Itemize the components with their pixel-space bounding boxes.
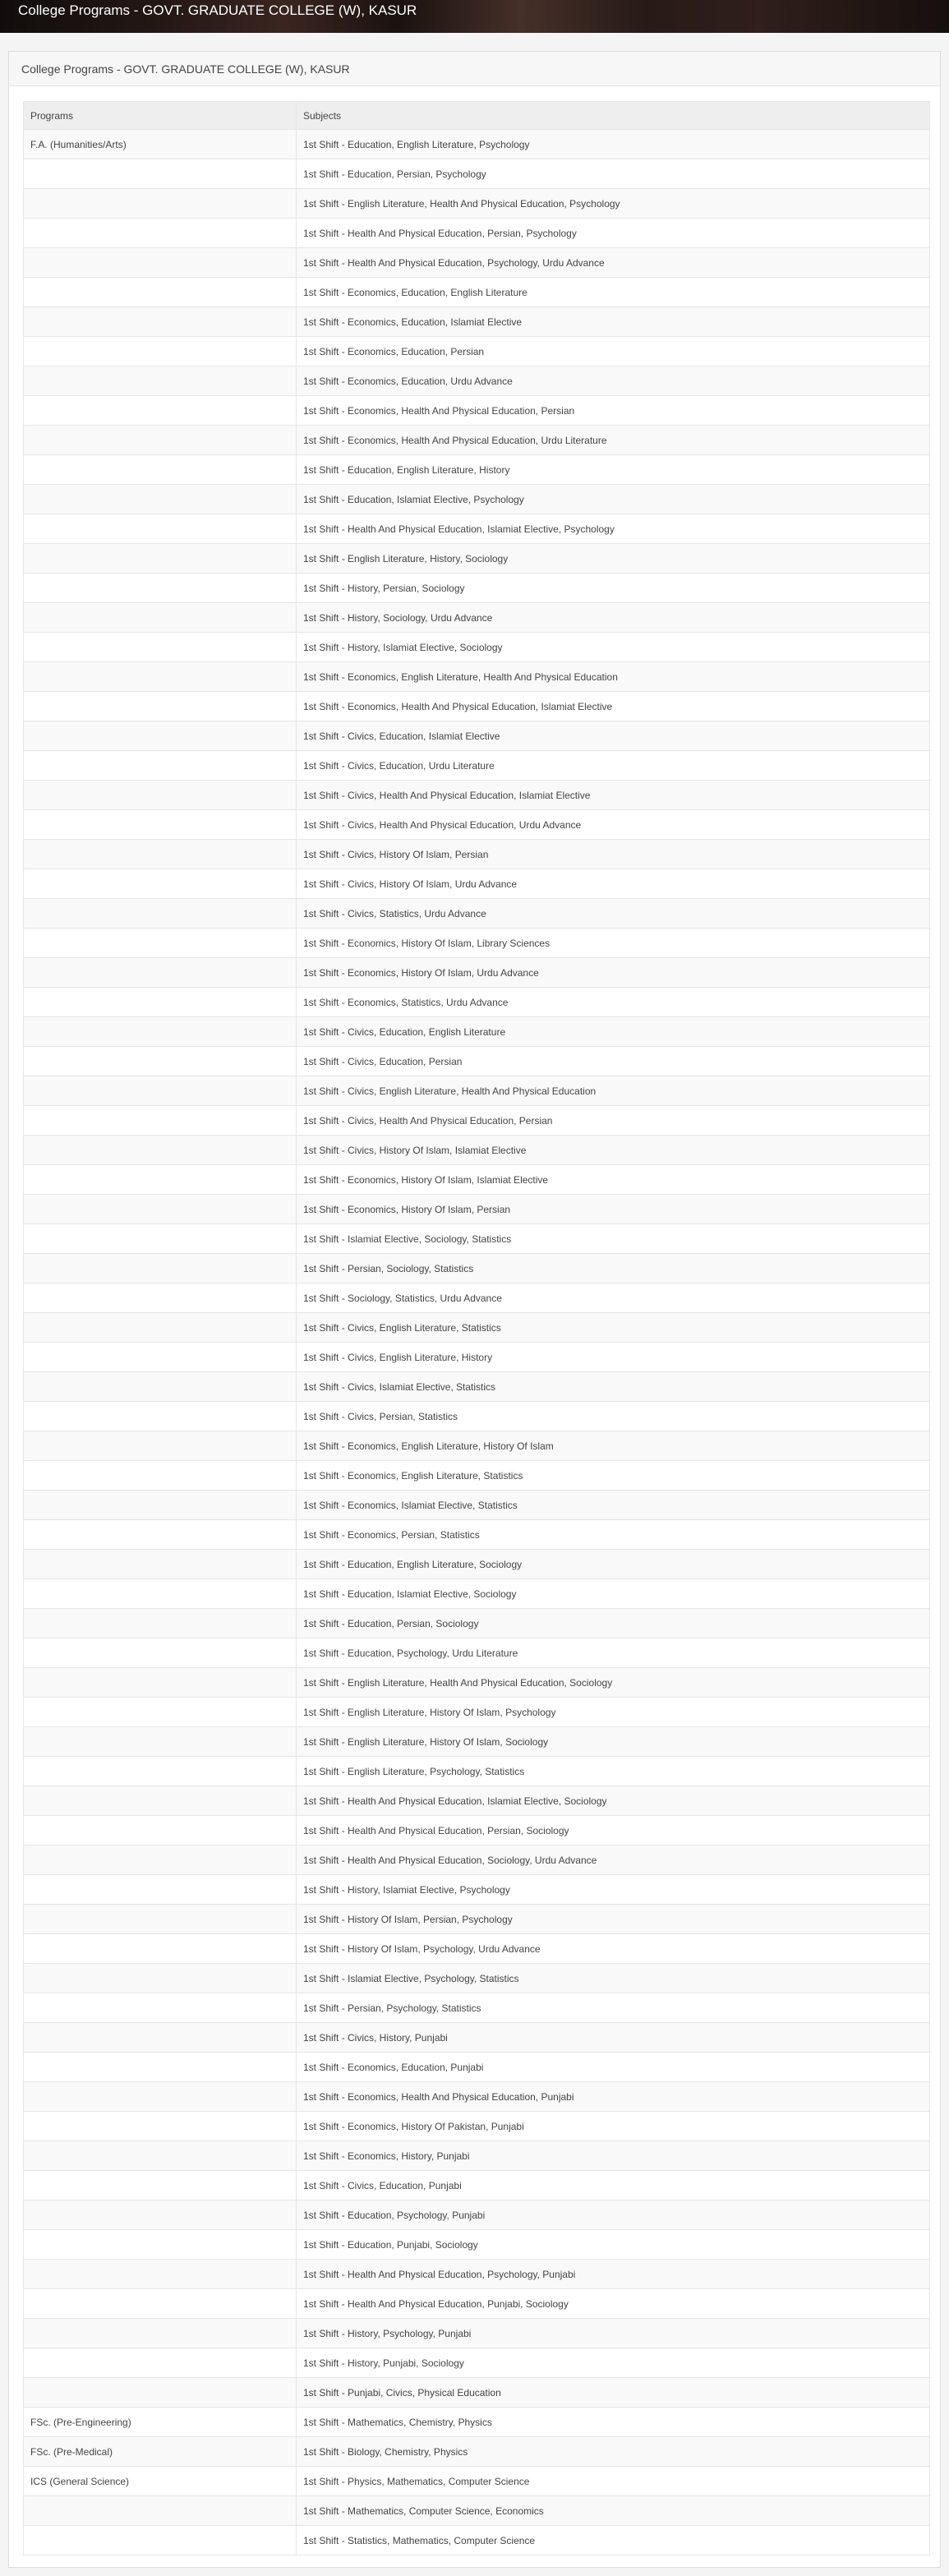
table-row [24, 514, 930, 544]
subjects-cell: 1st Shift - History, Islamiat Elective, Psychology [297, 1875, 930, 1905]
program-cell [24, 1254, 297, 1283]
table-row [24, 929, 930, 958]
program-cell [24, 426, 297, 455]
subjects-cell: 1st Shift - History, Sociology, Urdu Advance [297, 603, 930, 633]
table-row [24, 1047, 930, 1076]
table-row [24, 810, 930, 840]
table-row [24, 337, 930, 366]
subjects-cell: 1st Shift - Economics, English Literature, History Of Islam [297, 1431, 930, 1461]
subjects-cell: 1st Shift - Education, Punjabi, Sociology [297, 2230, 930, 2260]
subjects-cell: 1st Shift - Economics, Health And Physical Education, Persian [297, 396, 930, 426]
table-row [24, 1076, 930, 1106]
table-row [24, 2319, 930, 2348]
subjects-cell: 1st Shift - Islamiat Elective, Psychology, Statistics [297, 1964, 930, 1993]
table-row [24, 1254, 930, 1283]
table-row [24, 1106, 930, 1136]
subjects-cell: 1st Shift - Civics, Statistics, Urdu Advance [297, 899, 930, 929]
table-row [24, 307, 930, 337]
table-row [24, 1579, 930, 1609]
program-cell [24, 1431, 297, 1461]
program-cell [24, 189, 297, 219]
program-cell [24, 1461, 297, 1491]
program-cell [24, 899, 297, 929]
program-cell [24, 2289, 297, 2319]
program-cell [24, 2526, 297, 2555]
program-cell [24, 662, 297, 692]
table-row [24, 2526, 930, 2555]
table-row [24, 1224, 930, 1254]
column-header-programs: Programs [24, 102, 297, 130]
subjects-cell: 1st Shift - Economics, Islamiat Elective, Statistics [297, 1491, 930, 1520]
subjects-cell: 1st Shift - Persian, Sociology, Statistics [297, 1254, 930, 1283]
programs-panel [8, 51, 941, 2568]
column-header-subjects: Subjects [297, 102, 930, 130]
table-row [24, 2408, 930, 2437]
program-cell [24, 219, 297, 248]
subjects-cell: 1st Shift - Economics, Education, Islamiat Elective [297, 307, 930, 337]
table-row [24, 2260, 930, 2289]
program-cell [24, 2053, 297, 2082]
subjects-cell: 1st Shift - Sociology, Statistics, Urdu Advance [297, 1283, 930, 1313]
table-row [24, 1727, 930, 1757]
subjects-cell: 1st Shift - Mathematics, Computer Science, Economics [297, 2496, 930, 2526]
table-row [24, 396, 930, 426]
subjects-cell: 1st Shift - Health And Physical Education, Islamiat Elective, Psychology [297, 514, 930, 544]
subjects-cell: 1st Shift - Health And Physical Education, Persian, Sociology [297, 1816, 930, 1846]
table-row [24, 1550, 930, 1579]
table-row [24, 633, 930, 662]
subjects-cell: 1st Shift - Civics, Health And Physical Education, Urdu Advance [297, 810, 930, 840]
program-cell [24, 1106, 297, 1136]
subjects-cell: 1st Shift - Mathematics, Chemistry, Physics [297, 2408, 930, 2437]
subjects-cell: 1st Shift - Education, Persian, Psychology [297, 159, 930, 189]
subjects-cell: 1st Shift - History Of Islam, Psychology, Urdu Advance [297, 1934, 930, 1964]
subjects-cell: 1st Shift - Biology, Chemistry, Physics [297, 2437, 930, 2467]
program-cell [24, 1491, 297, 1520]
program-cell: FSc. (Pre-Engineering) [24, 2408, 297, 2437]
subjects-cell: 1st Shift - English Literature, Psychology, Statistics [297, 1757, 930, 1786]
table-row [24, 1609, 930, 1638]
table-row [24, 1993, 930, 2023]
program-cell [24, 1757, 297, 1786]
program-cell [24, 929, 297, 958]
subjects-cell: 1st Shift - History, Islamiat Elective, Sociology [297, 633, 930, 662]
table-row [24, 1846, 930, 1875]
subjects-cell: 1st Shift - Civics, Islamiat Elective, Statistics [297, 1372, 930, 1402]
program-cell [24, 307, 297, 337]
table-row [24, 2023, 930, 2053]
table-row [24, 1402, 930, 1431]
table-row [24, 219, 930, 248]
table-row [24, 1905, 930, 1934]
program-cell [24, 1579, 297, 1609]
table-row [24, 840, 930, 869]
program-cell [24, 278, 297, 307]
page-title: College Programs - GOVT. GRADUATE COLLEGE (W), KASUR [18, 2, 417, 18]
program-cell [24, 1668, 297, 1698]
subjects-cell: 1st Shift - Economics, Health And Physical Education, Punjabi [297, 2082, 930, 2112]
program-cell [24, 1047, 297, 1076]
table-row [24, 2496, 930, 2526]
program-cell [24, 485, 297, 514]
program-cell [24, 721, 297, 751]
program-cell [24, 2023, 297, 2053]
program-cell [24, 810, 297, 840]
subjects-cell: 1st Shift - Civics, Education, Persian [297, 1047, 930, 1076]
program-cell [24, 1609, 297, 1638]
program-cell [24, 2082, 297, 2112]
program-cell [24, 1520, 297, 1550]
subjects-cell: 1st Shift - Health And Physical Education, Sociology, Urdu Advance [297, 1846, 930, 1875]
subjects-cell: 1st Shift - History Of Islam, Persian, Psychology [297, 1905, 930, 1934]
subjects-cell: 1st Shift - Economics, English Literature, Health And Physical Education [297, 662, 930, 692]
subjects-cell: 1st Shift - History, Persian, Sociology [297, 574, 930, 603]
subjects-cell: 1st Shift - Civics, History, Punjabi [297, 2023, 930, 2053]
subjects-cell: 1st Shift - Persian, Psychology, Statistics [297, 1993, 930, 2023]
table-row [24, 1520, 930, 1550]
program-cell [24, 1283, 297, 1313]
subjects-cell: 1st Shift - Health And Physical Education, Punjabi, Sociology [297, 2289, 930, 2319]
subjects-cell: 1st Shift - Economics, English Literature, Statistics [297, 1461, 930, 1491]
subjects-cell: 1st Shift - Economics, History Of Pakistan, Punjabi [297, 2112, 930, 2141]
program-cell [24, 2319, 297, 2348]
program-cell [24, 1638, 297, 1668]
program-cell [24, 1343, 297, 1372]
panel-body [9, 86, 940, 2555]
program-cell [24, 1964, 297, 1993]
program-cell [24, 2200, 297, 2230]
table-row [24, 1875, 930, 1905]
table-row [24, 544, 930, 574]
table-row [24, 899, 930, 929]
table-row [24, 781, 930, 810]
program-cell [24, 2348, 297, 2378]
subjects-cell: 1st Shift - Health And Physical Education, Persian, Psychology [297, 219, 930, 248]
table-row [24, 2437, 930, 2467]
subjects-cell: 1st Shift - History, Psychology, Punjabi [297, 2319, 930, 2348]
subjects-cell: 1st Shift - Punjabi, Civics, Physical Education [297, 2378, 930, 2408]
table-row [24, 603, 930, 633]
program-cell [24, 869, 297, 899]
table-row [24, 869, 930, 899]
program-cell [24, 1076, 297, 1106]
program-cell [24, 1934, 297, 1964]
subjects-cell: 1st Shift - Economics, History, Punjabi [297, 2141, 930, 2171]
header-banner [0, 0, 949, 33]
program-cell [24, 1017, 297, 1047]
table-row [24, 1195, 930, 1224]
subjects-cell: 1st Shift - Education, Persian, Sociology [297, 1609, 930, 1638]
subjects-cell: 1st Shift - Economics, History Of Islam, Islamiat Elective [297, 1165, 930, 1195]
subjects-cell: 1st Shift - Education, English Literature, Psychology [297, 130, 930, 159]
table-row [24, 721, 930, 751]
subjects-cell: 1st Shift - English Literature, Health And Physical Education, Sociology [297, 1668, 930, 1698]
program-cell [24, 455, 297, 485]
subjects-cell: 1st Shift - Civics, Education, Urdu Literature [297, 751, 930, 781]
table-row [24, 958, 930, 988]
program-cell: FSc. (Pre-Medical) [24, 2437, 297, 2467]
subjects-cell: 1st Shift - Economics, Persian, Statistics [297, 1520, 930, 1550]
program-cell [24, 2496, 297, 2526]
subjects-cell: 1st Shift - English Literature, History, Sociology [297, 544, 930, 574]
program-cell [24, 692, 297, 721]
program-cell [24, 1550, 297, 1579]
table-row [24, 159, 930, 189]
table-row [24, 1372, 930, 1402]
subjects-cell: 1st Shift - Civics, English Literature, Health And Physical Education [297, 1076, 930, 1106]
table-row [24, 1313, 930, 1343]
program-cell [24, 2112, 297, 2141]
subjects-cell: 1st Shift - Education, Psychology, Urdu Literature [297, 1638, 930, 1668]
subjects-cell: 1st Shift - Education, Islamiat Elective, Sociology [297, 1579, 930, 1609]
table-row [24, 1964, 930, 1993]
program-cell [24, 751, 297, 781]
program-cell [24, 1846, 297, 1875]
table-row [24, 1461, 930, 1491]
program-cell [24, 781, 297, 810]
program-cell [24, 574, 297, 603]
subjects-cell: 1st Shift - History, Punjabi, Sociology [297, 2348, 930, 2378]
table-row [24, 1786, 930, 1816]
subjects-cell: 1st Shift - English Literature, History Of Islam, Psychology [297, 1698, 930, 1727]
subjects-cell: 1st Shift - Statistics, Mathematics, Computer Science [297, 2526, 930, 2555]
subjects-cell: 1st Shift - Economics, Education, English Literature [297, 278, 930, 307]
table-row [24, 1491, 930, 1520]
subjects-cell: 1st Shift - Economics, Health And Physical Education, Islamiat Elective [297, 692, 930, 721]
programs-table [23, 101, 930, 2555]
subjects-cell: 1st Shift - Economics, History Of Islam, Urdu Advance [297, 958, 930, 988]
program-cell [24, 1727, 297, 1757]
table-row [24, 2378, 930, 2408]
subjects-cell: 1st Shift - Physics, Mathematics, Computer Science [297, 2467, 930, 2496]
subjects-cell: 1st Shift - Civics, English Literature, History [297, 1343, 930, 1372]
program-cell [24, 1165, 297, 1195]
program-cell [24, 1313, 297, 1343]
subjects-cell: 1st Shift - Economics, History Of Islam, Library Sciences [297, 929, 930, 958]
subjects-cell: 1st Shift - Islamiat Elective, Sociology, Statistics [297, 1224, 930, 1254]
subjects-cell: 1st Shift - Economics, History Of Islam, Persian [297, 1195, 930, 1224]
table-row [24, 426, 930, 455]
program-cell [24, 544, 297, 574]
table-row [24, 2467, 930, 2496]
program-cell [24, 2378, 297, 2408]
table-row [24, 1431, 930, 1461]
table-row [24, 130, 930, 159]
table-row [24, 1816, 930, 1846]
table-row [24, 574, 930, 603]
subjects-cell: 1st Shift - Civics, History Of Islam, Islamiat Elective [297, 1136, 930, 1165]
subjects-cell: 1st Shift - Civics, Health And Physical Education, Persian [297, 1106, 930, 1136]
subjects-cell: 1st Shift - Civics, Persian, Statistics [297, 1402, 930, 1431]
program-cell [24, 1816, 297, 1846]
table-row [24, 2348, 930, 2378]
panel-title: College Programs - GOVT. GRADUATE COLLEGE (W), KASUR [9, 52, 940, 86]
program-cell: F.A. (Humanities/Arts) [24, 130, 297, 159]
table-row [24, 988, 930, 1017]
table-row [24, 2141, 930, 2171]
table-row [24, 2200, 930, 2230]
table-row [24, 1638, 930, 1668]
table-row [24, 751, 930, 781]
table-row [24, 2112, 930, 2141]
program-cell [24, 958, 297, 988]
table-row [24, 189, 930, 219]
program-cell [24, 1993, 297, 2023]
program-cell [24, 988, 297, 1017]
subjects-cell: 1st Shift - Civics, English Literature, Statistics [297, 1313, 930, 1343]
program-cell [24, 1875, 297, 1905]
program-cell [24, 1195, 297, 1224]
subjects-cell: 1st Shift - Education, Islamiat Elective, Psychology [297, 485, 930, 514]
table-row [24, 1934, 930, 1964]
table-row [24, 455, 930, 485]
program-cell [24, 366, 297, 396]
subjects-cell: 1st Shift - Health And Physical Education, Islamiat Elective, Sociology [297, 1786, 930, 1816]
subjects-cell: 1st Shift - Economics, Education, Punjabi [297, 2053, 930, 2082]
program-cell [24, 396, 297, 426]
table-row [24, 2082, 930, 2112]
table-row [24, 1136, 930, 1165]
table-row [24, 692, 930, 721]
subjects-cell: 1st Shift - English Literature, Health And Physical Education, Psychology [297, 189, 930, 219]
program-cell [24, 2141, 297, 2171]
subjects-cell: 1st Shift - Education, English Literature, Sociology [297, 1550, 930, 1579]
table-row [24, 662, 930, 692]
program-cell [24, 2230, 297, 2260]
subjects-cell: 1st Shift - Civics, Education, English Literature [297, 1017, 930, 1047]
program-cell [24, 2171, 297, 2200]
program-cell [24, 603, 297, 633]
table-row [24, 1668, 930, 1698]
table-row [24, 1698, 930, 1727]
subjects-cell: 1st Shift - Economics, Education, Persian [297, 337, 930, 366]
subjects-cell: 1st Shift - Education, English Literature, History [297, 455, 930, 485]
table-row [24, 1283, 930, 1313]
subjects-cell: 1st Shift - Civics, History Of Islam, Urdu Advance [297, 869, 930, 899]
program-cell [24, 1402, 297, 1431]
table-row [24, 2053, 930, 2082]
program-cell: ICS (General Science) [24, 2467, 297, 2496]
table-row [24, 1017, 930, 1047]
table-row [24, 1165, 930, 1195]
table-row [24, 2230, 930, 2260]
table-row [24, 1757, 930, 1786]
program-cell [24, 2260, 297, 2289]
subjects-cell: 1st Shift - Civics, Health And Physical Education, Islamiat Elective [297, 781, 930, 810]
table-row [24, 485, 930, 514]
program-cell [24, 1136, 297, 1165]
subjects-cell: 1st Shift - Education, Psychology, Punjabi [297, 2200, 930, 2230]
table-row [24, 2289, 930, 2319]
subjects-cell: 1st Shift - English Literature, History Of Islam, Sociology [297, 1727, 930, 1757]
subjects-cell: 1st Shift - Economics, Statistics, Urdu Advance [297, 988, 930, 1017]
program-cell [24, 840, 297, 869]
table-row [24, 366, 930, 396]
program-cell [24, 248, 297, 278]
table-row [24, 278, 930, 307]
program-cell [24, 514, 297, 544]
table-header-row [24, 102, 930, 130]
subjects-cell: 1st Shift - Health And Physical Education, Psychology, Urdu Advance [297, 248, 930, 278]
subjects-cell: 1st Shift - Economics, Education, Urdu Advance [297, 366, 930, 396]
program-cell [24, 159, 297, 189]
program-cell [24, 1786, 297, 1816]
program-cell [24, 1698, 297, 1727]
table-row [24, 1343, 930, 1372]
program-cell [24, 1372, 297, 1402]
program-cell [24, 337, 297, 366]
subjects-cell: 1st Shift - Civics, History Of Islam, Persian [297, 840, 930, 869]
subjects-cell: 1st Shift - Civics, Education, Islamiat Elective [297, 721, 930, 751]
subjects-cell: 1st Shift - Economics, Health And Physical Education, Urdu Literature [297, 426, 930, 455]
table-row [24, 248, 930, 278]
subjects-cell: 1st Shift - Civics, Education, Punjabi [297, 2171, 930, 2200]
subjects-cell: 1st Shift - Health And Physical Education, Psychology, Punjabi [297, 2260, 930, 2289]
program-cell [24, 1905, 297, 1934]
program-cell [24, 633, 297, 662]
table-row [24, 2171, 930, 2200]
program-cell [24, 1224, 297, 1254]
